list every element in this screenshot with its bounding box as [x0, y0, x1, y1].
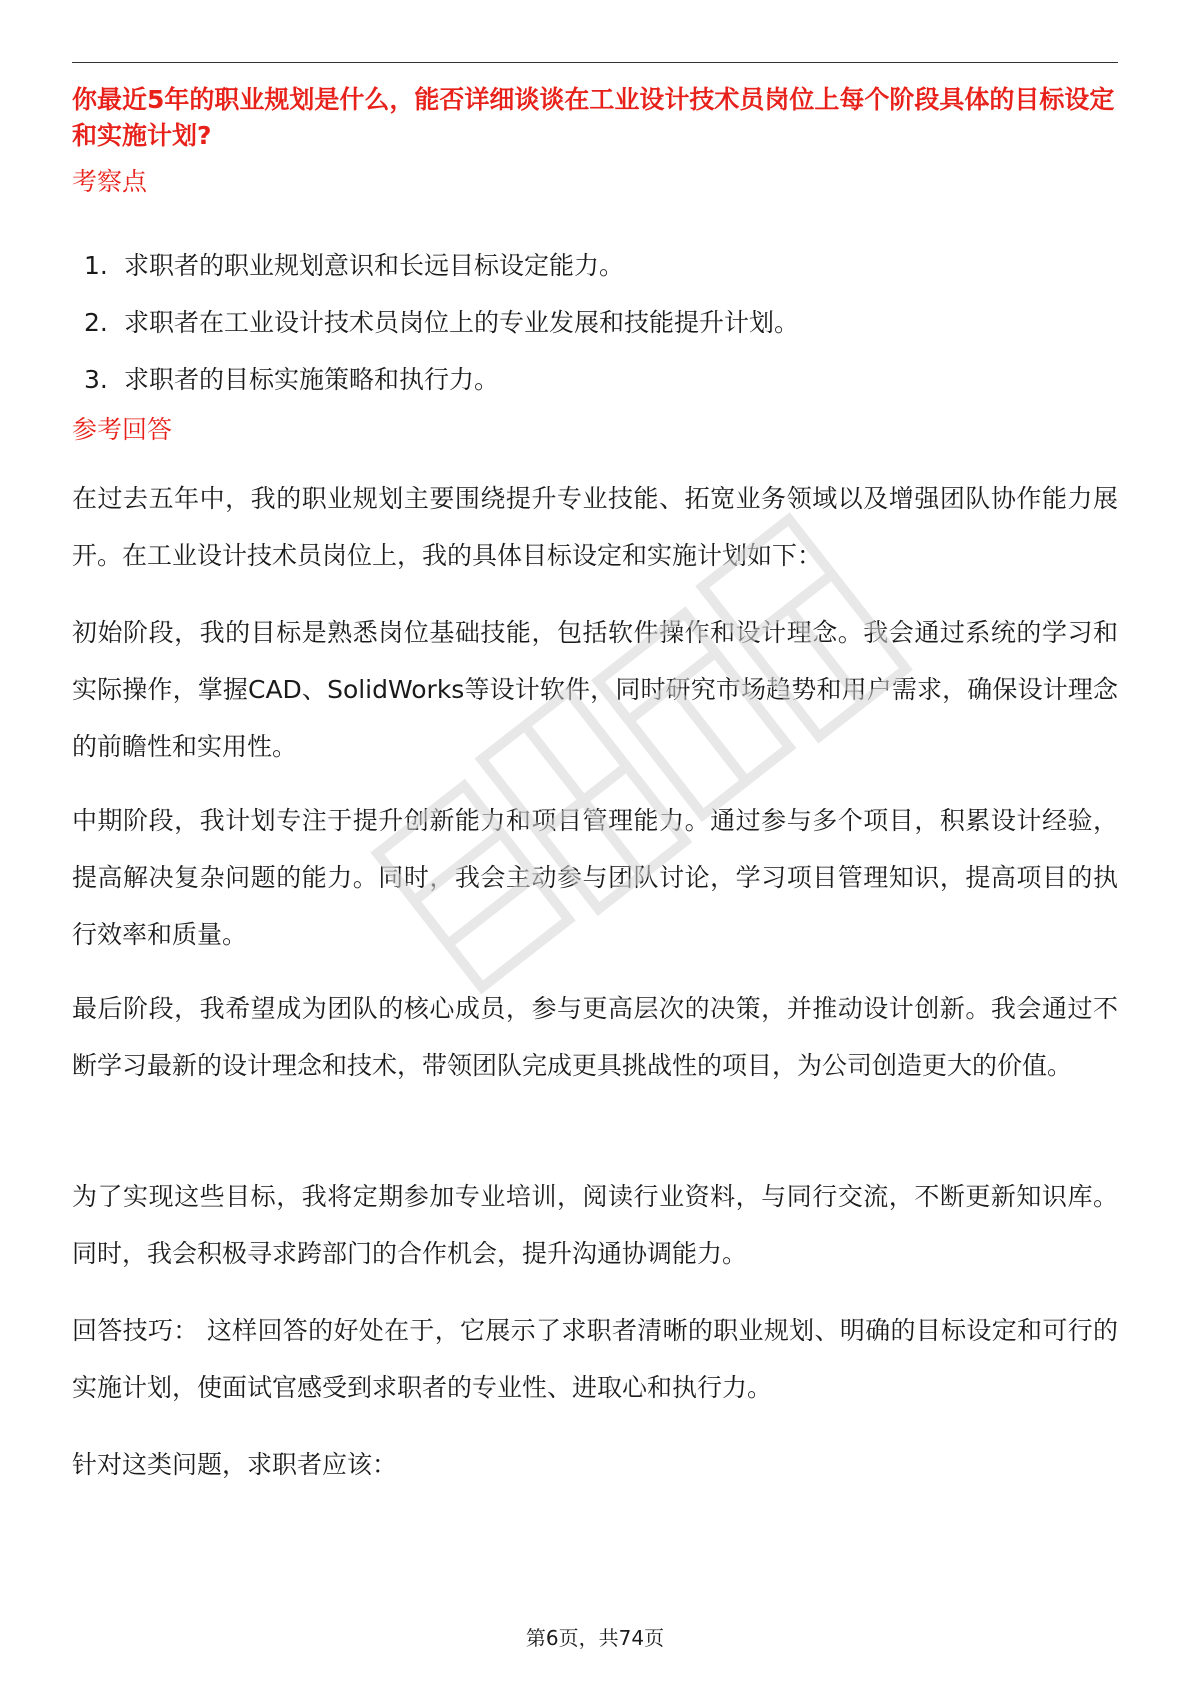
list-text: 求职者的目标实施策略和执行力。	[124, 365, 500, 394]
assessment-heading: 考察点	[72, 167, 148, 196]
answer-tips-paragraph: 回答技巧： 这样回答的好处在于，它展示了求职者清晰的职业规划、明确的目标设定和可行的实施计划，使面试官感受到求职者的专业性、进取心和执行力。	[72, 1316, 1118, 1402]
answer-paragraph-final-stage: 最后阶段，我希望成为团队的核心成员，参与更高层次的决策，并推动设计创新。我会通过不断学习最新的设计理念和技术，带领团队完成更具挑战性的项目，为公司创造更大的价值。	[72, 994, 1118, 1080]
assessment-item	[72, 248, 1118, 305]
list-number: 1.	[84, 251, 108, 280]
answer-heading: 参考回答	[72, 415, 173, 444]
assessment-item	[72, 305, 1118, 362]
assessment-item	[72, 362, 1118, 419]
answer-paragraph-intro: 在过去五年中，我的职业规划主要围绕提升专业技能、拓宽业务领域以及增强团队协作能力展开。在工业设计技术员岗位上，我的具体目标设定和实施计划如下：	[72, 484, 1118, 570]
list-number: 3.	[84, 365, 108, 394]
list-text: 求职者在工业设计技术员岗位上的专业发展和技能提升计划。	[124, 308, 800, 337]
answer-closing-line: 针对这类问题，求职者应该：	[72, 1450, 398, 1479]
assessment-list	[72, 248, 1118, 419]
page-number-footer: 第6页，共74页	[525, 1626, 665, 1650]
list-text: 求职者的职业规划意识和长远目标设定能力。	[124, 251, 625, 280]
answer-paragraph-initial-stage: 初始阶段，我的目标是熟悉岗位基础技能，包括软件操作和设计理念。我会通过系统的学习和实际操作，掌握CAD、SolidWorks等设计软件，同时研究市场趋势和用户需求，确保设计理念的前瞻性和实用性。	[72, 618, 1118, 761]
answer-paragraph-implementation: 为了实现这些目标，我将定期参加专业培训，阅读行业资料，与同行交流，不断更新知识库。同时，我会积极寻求跨部门的合作机会，提升沟通协调能力。	[72, 1182, 1118, 1268]
list-number: 2.	[84, 308, 108, 337]
answer-paragraph-mid-stage: 中期阶段，我计划专注于提升创新能力和项目管理能力。通过参与多个项目，积累设计经验，提高解决复杂问题的能力。同时，我会主动参与团队讨论，学习项目管理知识，提高项目的执行效率和质量。	[72, 806, 1118, 949]
top-divider	[72, 62, 1118, 63]
question-title: 你最近5年的职业规划是什么，能否详细谈谈在工业设计技术员岗位上每个阶段具体的目标设定和实施计划?	[72, 85, 1115, 150]
document-page	[72, 0, 1118, 1684]
